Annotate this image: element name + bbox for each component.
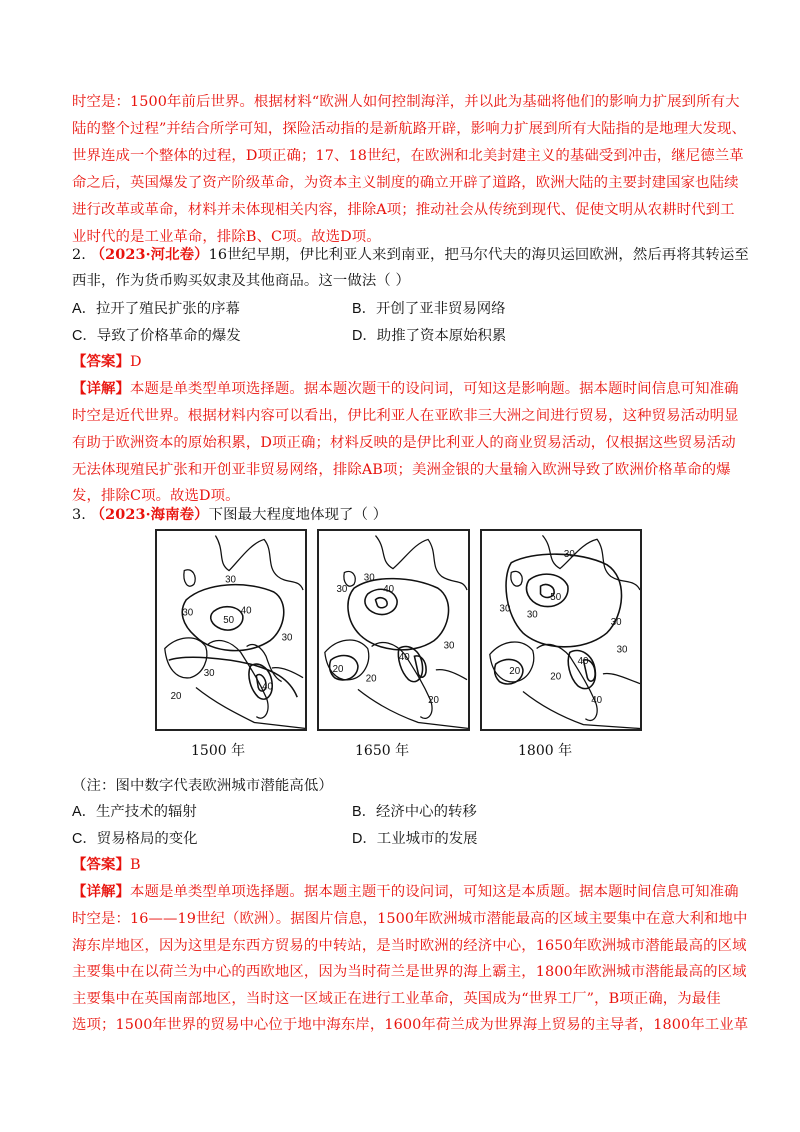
question-source: （2023·河北卷） [90,246,209,263]
q3-option-b: B．经济中心的转移 [352,804,477,820]
map-caption-1650: 1650 年 [355,743,410,759]
contour-label: 20 [428,695,439,707]
contour-label: 30 [616,644,628,656]
contour-label: 40 [591,695,603,707]
contour-label: 40 [383,584,395,596]
answer-value: B [129,857,141,873]
q2-detail-line: 无法体现殖民扩张和开创亚非贸易网络，排除AB项；美洲金银的大量输入欧洲导致了欧洲价格革命的爆 [72,462,731,478]
q3-option-d: D．工业城市的发展 [352,831,478,847]
q2-detail-line: 【详解】本题是单类型单项选择题。据本题次题干的设问词，可知这是影响题。据本题时间信息可知准确 [72,380,739,397]
contour-label: 50 [550,591,562,603]
contour-label: 30 [526,609,538,621]
q2-option-d: D．助推了资本原始积累 [352,328,507,344]
q3-answer [72,855,732,875]
contour-label: 30 [281,632,293,644]
answer-value: D [129,354,142,370]
map-1800 [480,529,642,731]
question-stem-text: 16世纪早期，伊比利亚人来到南亚，把马尔代夫的海贝运回欧洲，然后再将其转运至 [208,247,749,263]
answer-label: 【答案】 [72,856,130,873]
continuation-line: 陆的整个过程”并结合所学可知，探险活动指的是新航路开辟，影响力扩展到所有大陆指的是地理大发现、 [72,121,747,137]
contour-label: 30 [203,667,215,679]
continuation-line: 进行改革或革命，材料并未体现相关内容，排除A项；推动社会从传统到现代、促使文明从农耕时代到工 [72,202,735,218]
question-source: （2023·海南卷） [90,506,209,523]
contour-label: 30 [610,617,622,629]
europe-map-1650 [319,531,468,729]
question-stem-text: 下图最大程度地体现了（ ） [208,507,388,523]
continuation-line: 时空是：1500年前后世界。根据材料“欧洲人如何控制海洋，并以此为基础将他们的影响力扩展到所有大 [72,94,740,110]
question-2-stem [72,245,749,265]
q2-answer [72,352,732,372]
contour-label: 20 [332,663,344,675]
map-1500 [155,529,307,731]
question-3-stem [72,505,732,525]
continuation-line: 业时代的是工业革命，排除B、C项。故选D项。 [72,229,381,245]
contour-label: 40 [577,656,589,668]
europe-map-1500 [157,531,305,729]
q3-detail-line: 主要集中在英国南部地区，当时这一区域正在进行工业革命，英国成为“世界工厂”，B项正确，为最佳 [72,991,721,1007]
answer-label: 【答案】 [72,353,130,370]
contour-label: 20 [509,665,521,677]
continuation-line: 世界连成一个整体的过程，D项正确；17、18世纪，在欧洲和北美封建主义的基础受到冲击，继尼德兰革 [72,148,744,164]
contour-label: 30 [499,603,511,615]
q2-option-a: A．拉开了殖民扩张的序幕 [72,301,240,317]
contour-label: 30 [363,572,375,584]
map-caption-1500: 1500 年 [191,743,246,759]
q3-detail-line: 时空是：16——19世纪（欧洲）。据图片信息，1500年欧洲城市潜能最高的区域主要集中在意大利和地中 [72,911,748,927]
q3-option-c: C．贸易格局的变化 [72,831,198,847]
contour-label: 20 [365,673,377,685]
q3-option-a: A．生产技术的辐射 [72,804,197,820]
contour-label: 20 [550,671,562,683]
contour-label: 40 [262,681,273,693]
contour-label: 50 [223,615,235,627]
contour-label: 30 [182,607,194,619]
q3-detail-line: 海东岸地区，因为这里是东西方贸易的中转站，是当时欧洲的经济中心，1650年欧洲城市潜能最高的区域 [72,938,747,954]
q2-option-b: B．开创了亚非贸易网络 [352,301,506,317]
q2-detail-line: 有助于欧洲资本的原始积累，D项正确；材料反映的是伊比利亚人的商业贸易活动，仅根据这些贸易活动 [72,435,736,451]
contour-label: 30 [563,548,575,560]
question-number: 2. [72,247,86,263]
continuation-line: 命之后，英国爆发了资产阶级革命，为资本主义制度的确立开辟了道路，欧洲大陆的主要封建国家也陆续 [72,175,739,191]
contour-label: 30 [225,574,236,586]
detail-label: 【详解】 [72,883,130,900]
contour-label: 40 [398,652,410,664]
contour-label: 40 [240,605,252,617]
q3-detail-line: 主要集中在以荷兰为中心的西欧地区，因为当时荷兰是世界的海上霸主，1800年欧洲城市潜能最高的区域 [72,964,747,980]
question-number: 3. [72,507,86,523]
contour-label: 30 [336,584,348,596]
q3-detail-line: 选项；1500年世界的贸易中心位于地中海东岸，1600年荷兰成为世界海上贸易的主导者，1800年工业革 [72,1017,749,1033]
q2-option-c: C．导致了价格革命的爆发 [72,328,241,344]
q2-detail-line: 时空是近代世界。根据材料内容可以看出，伊比利亚人在亚欧非三大洲之间进行贸易，这种贸易活动明显 [72,408,739,424]
contour-label: 20 [170,691,182,703]
q2-detail-line: 发，排除C项。故选D项。 [72,488,240,504]
map-caption-1800: 1800 年 [518,743,573,759]
q3-detail-line: 【详解】本题是单类型单项选择题。据本题主题干的设问词，可知这是本质题。据本题时间信息可知准确 [72,883,739,900]
map-1650 [317,529,470,731]
contour-label: 30 [443,640,455,652]
map-note: （注：图中数字代表欧洲城市潜能高低） [72,778,333,794]
detail-label: 【详解】 [72,380,130,397]
europe-map-1800 [482,531,640,729]
question-2-stem-line2: 西非，作为货币购买奴隶及其他商品。这一做法（ ） [72,273,410,289]
